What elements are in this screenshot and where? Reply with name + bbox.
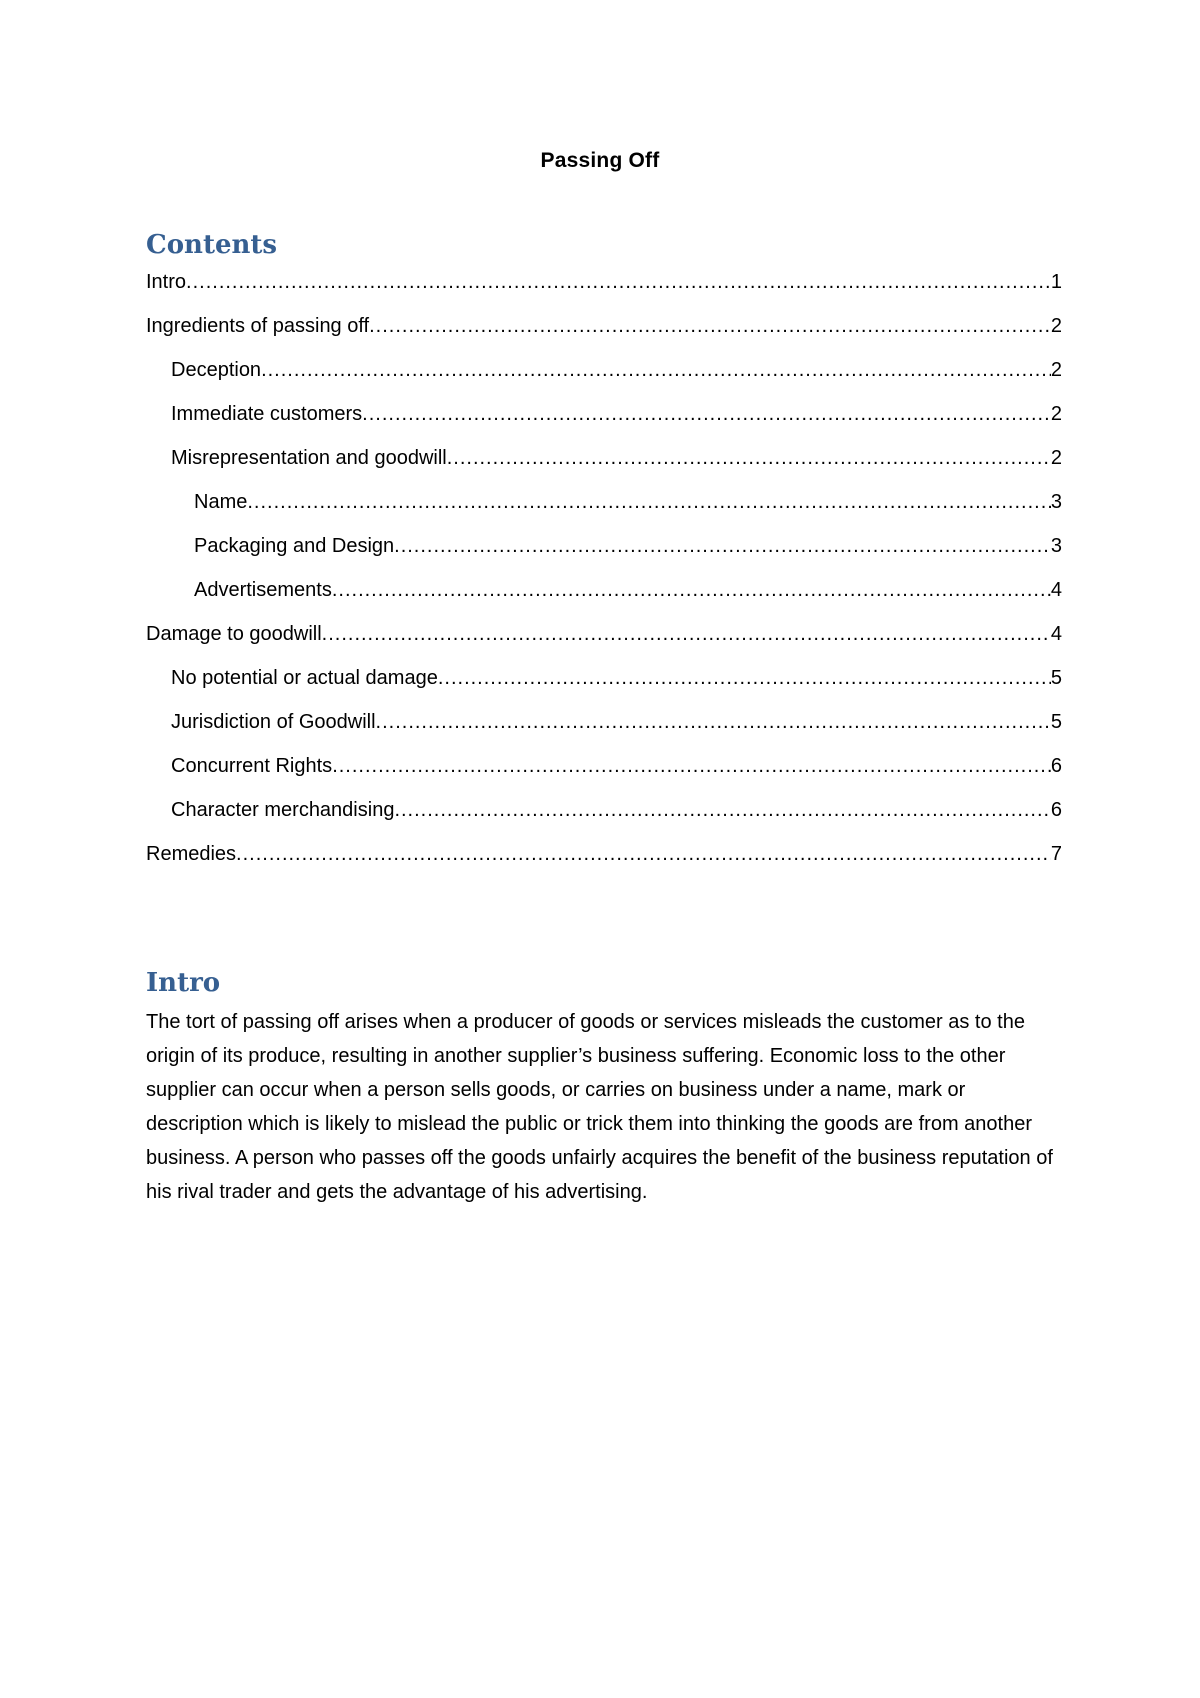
toc-dot-leader bbox=[438, 664, 1051, 692]
toc-page-number: 5 bbox=[1050, 667, 1062, 689]
toc-dot-leader bbox=[332, 752, 1051, 780]
toc-dot-leader bbox=[247, 488, 1051, 516]
toc-dot-leader bbox=[186, 268, 1051, 296]
toc-entry[interactable] bbox=[146, 664, 1062, 708]
toc-entry-label: Damage to goodwill bbox=[146, 623, 322, 645]
toc-dot-leader bbox=[362, 400, 1051, 428]
toc-page-number: 2 bbox=[1050, 447, 1062, 469]
intro-paragraph: The tort of passing off arises when a producer of goods or services misleads the customer as to the origin of its produce, resulting in another supplier’s business suffering. Economic loss to the other supplier can occur when a person sells goods, or carries on business under a name, mark or description which is likely to mislead the public or trick them into thinking the goods are from another business. A person who passes off the goods unfairly acquires the benefit of the business reputation of his rival trader and gets the advantage of his advertising. bbox=[146, 1011, 1053, 1203]
toc-entry-label: Misrepresentation and goodwill bbox=[171, 447, 447, 469]
toc-entry-label: Advertisements bbox=[194, 579, 332, 601]
toc-page-number: 5 bbox=[1050, 711, 1062, 733]
contents-heading: Contents bbox=[146, 230, 278, 260]
toc-page-number: 3 bbox=[1050, 491, 1062, 513]
toc-entry-label: Jurisdiction of Goodwill bbox=[171, 711, 376, 733]
toc-page-number: 6 bbox=[1050, 799, 1062, 821]
toc-page-number: 2 bbox=[1050, 315, 1062, 337]
toc-dot-leader bbox=[236, 840, 1051, 868]
toc-entry[interactable] bbox=[146, 444, 1062, 488]
toc-dot-leader bbox=[322, 620, 1051, 648]
toc-entry-label: Name bbox=[194, 491, 248, 513]
toc-entry[interactable] bbox=[146, 752, 1062, 796]
toc-page-number: 4 bbox=[1050, 623, 1062, 645]
toc-entry-label: Immediate customers bbox=[171, 403, 363, 425]
toc-entry-label: Ingredients of passing off bbox=[146, 315, 370, 337]
toc-entry[interactable] bbox=[146, 356, 1062, 400]
toc-dot-leader bbox=[394, 796, 1050, 824]
toc-page-number: 2 bbox=[1050, 403, 1062, 425]
toc-entry[interactable] bbox=[146, 400, 1062, 444]
toc-dot-leader bbox=[394, 532, 1051, 560]
toc-dot-leader bbox=[332, 576, 1051, 604]
toc-entry[interactable] bbox=[146, 708, 1062, 752]
toc-entry-label: Deception bbox=[171, 359, 262, 381]
toc-entry-label: Intro bbox=[146, 271, 187, 293]
toc-page-number: 3 bbox=[1050, 535, 1062, 557]
toc-entry-label: Character merchandising bbox=[171, 799, 395, 821]
toc-dot-leader bbox=[447, 444, 1051, 472]
toc-dot-leader bbox=[369, 312, 1051, 340]
toc-entry[interactable] bbox=[146, 312, 1062, 356]
toc-entry-label: Packaging and Design bbox=[194, 535, 395, 557]
table-of-contents bbox=[146, 268, 1062, 884]
toc-dot-leader bbox=[261, 356, 1051, 384]
toc-page-number: 7 bbox=[1050, 843, 1062, 865]
toc-entry[interactable] bbox=[146, 840, 1062, 884]
toc-dot-leader bbox=[376, 708, 1051, 736]
toc-entry-label: No potential or actual damage bbox=[171, 667, 438, 689]
toc-entry-label: Concurrent Rights bbox=[171, 755, 333, 777]
toc-page-number: 1 bbox=[1050, 271, 1062, 293]
intro-heading: Intro bbox=[146, 968, 221, 998]
toc-entry[interactable] bbox=[146, 532, 1062, 576]
toc-page-number: 6 bbox=[1050, 755, 1062, 777]
toc-page-number: 2 bbox=[1050, 359, 1062, 381]
toc-entry[interactable] bbox=[146, 488, 1062, 532]
toc-entry-label: Remedies bbox=[146, 843, 237, 865]
toc-entry[interactable] bbox=[146, 796, 1062, 840]
toc-entry[interactable] bbox=[146, 576, 1062, 620]
toc-entry[interactable] bbox=[146, 620, 1062, 664]
toc-entry[interactable] bbox=[146, 268, 1062, 312]
toc-page-number: 4 bbox=[1050, 579, 1062, 601]
document-title: Passing Off bbox=[540, 149, 660, 172]
